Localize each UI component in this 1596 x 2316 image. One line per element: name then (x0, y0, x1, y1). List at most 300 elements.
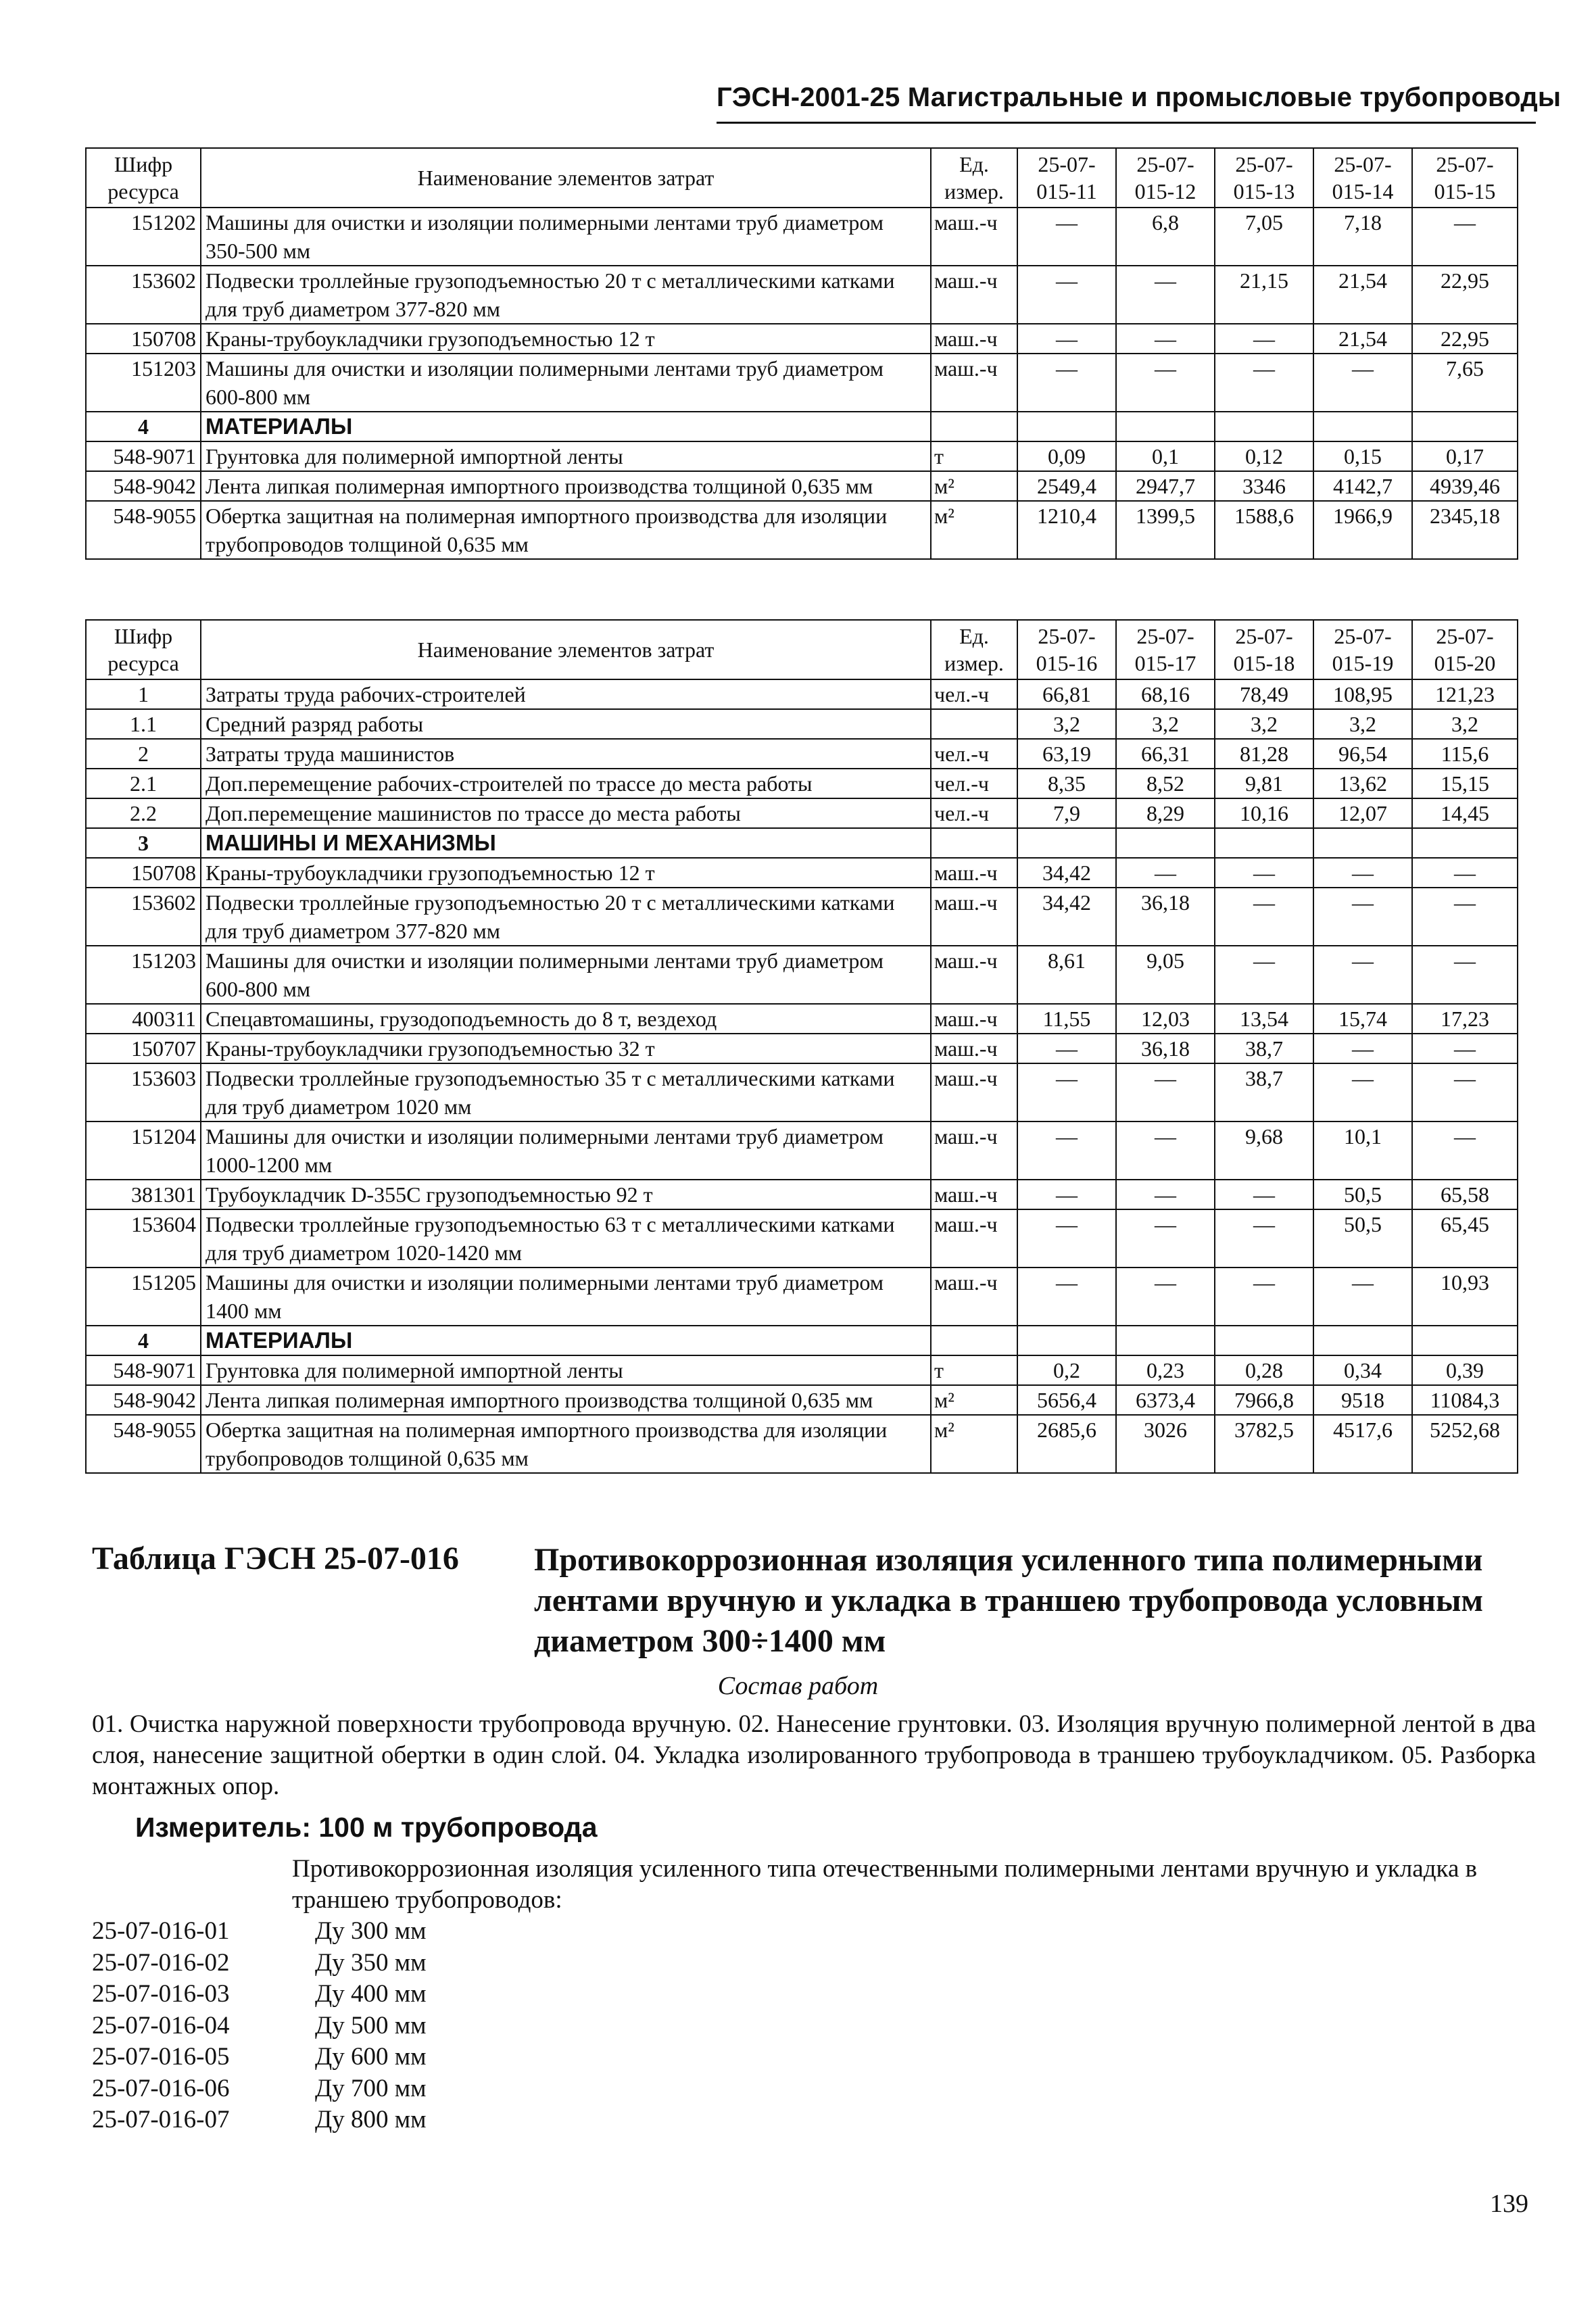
value-cell: — (1116, 1268, 1215, 1326)
resource-code: 548-9055 (86, 501, 201, 559)
resource-code: 548-9055 (86, 1415, 201, 1473)
value-cell: 22,95 (1412, 266, 1518, 324)
value-cell: — (1215, 888, 1313, 946)
header-norm-code: 25-07-015-17 (1116, 620, 1215, 679)
value-cell: 8,29 (1116, 798, 1215, 828)
resource-code: 548-9071 (86, 441, 201, 471)
table-row (86, 1268, 1518, 1326)
unit-cell: м² (931, 1385, 1017, 1415)
cost-element-name: Подвески троллейные грузоподъемностью 63 т с металлическими катками для труб диаметром 1020-1420 мм (201, 1209, 931, 1268)
cost-element-name: Машины для очистки и изоляции полимерными лентами труб диаметром 600-800 мм (201, 354, 931, 412)
value-cell: 50,5 (1313, 1180, 1412, 1209)
unit-cell: маш.-ч (931, 324, 1017, 354)
empty-cell (931, 828, 1017, 858)
header-cost-element: Наименование элементов затрат (201, 620, 931, 679)
variant-code: 25-07-016-04 (92, 2011, 230, 2040)
empty-cell (1116, 1326, 1215, 1355)
cost-element-name: Доп.перемещение машинистов по трассе до места работы (201, 798, 931, 828)
unit-cell: м² (931, 1415, 1017, 1473)
table-row (86, 471, 1518, 501)
value-cell: 2549,4 (1017, 471, 1116, 501)
variant-label: Ду 350 мм (315, 1948, 427, 1977)
unit-cell: маш.-ч (931, 1121, 1017, 1180)
value-cell: 3026 (1116, 1415, 1215, 1473)
resource-code: 2.2 (86, 798, 201, 828)
header-unit: Ед. измер. (931, 148, 1017, 208)
value-cell: — (1017, 208, 1116, 266)
cost-element-name: Подвески троллейные грузоподъемностью 20 т с металлическими катками для труб диаметром 377-820 мм (201, 888, 931, 946)
table-row (86, 1121, 1518, 1180)
value-cell: — (1017, 354, 1116, 412)
value-cell: 1966,9 (1313, 501, 1412, 559)
cost-element-name: Трубоукладчик D-355C грузоподъемностью 92 т (201, 1180, 931, 1209)
table-row (86, 858, 1518, 888)
value-cell: 9,81 (1215, 769, 1313, 798)
cost-element-name: Доп.перемещение рабочих-строителей по трассе до места работы (201, 769, 931, 798)
unit-cell: чел.-ч (931, 679, 1017, 709)
empty-cell (1116, 412, 1215, 441)
cost-element-name: Затраты труда машинистов (201, 739, 931, 769)
value-cell: 78,49 (1215, 679, 1313, 709)
value-cell: 5252,68 (1412, 1415, 1518, 1473)
cost-element-name: Средний разряд работы (201, 709, 931, 739)
empty-cell (1313, 828, 1412, 858)
value-cell: 1210,4 (1017, 501, 1116, 559)
value-cell: — (1313, 946, 1412, 1004)
page-number: 139 (1490, 2190, 1528, 2218)
resource-code: 2.1 (86, 769, 201, 798)
resource-code: 151202 (86, 208, 201, 266)
unit-cell: маш.-ч (931, 858, 1017, 888)
unit-cell: маш.-ч (931, 1063, 1017, 1121)
header-unit: Ед. измер. (931, 620, 1017, 679)
empty-cell (1017, 828, 1116, 858)
value-cell: — (1313, 1063, 1412, 1121)
unit-cell: т (931, 1355, 1017, 1385)
table-row (86, 1415, 1518, 1473)
value-cell: 7,9 (1017, 798, 1116, 828)
value-cell: — (1017, 1034, 1116, 1063)
value-cell: — (1017, 1180, 1116, 1209)
value-cell: — (1412, 208, 1518, 266)
value-cell: 22,95 (1412, 324, 1518, 354)
section-title: МАШИНЫ И МЕХАНИЗМЫ (201, 828, 931, 858)
resource-code: 2 (86, 739, 201, 769)
table-row (86, 1355, 1518, 1385)
unit-cell: чел.-ч (931, 739, 1017, 769)
section-title: МАТЕРИАЛЫ (201, 1326, 931, 1355)
resource-code: 151203 (86, 354, 201, 412)
resource-code: 548-9042 (86, 1385, 201, 1415)
section-row (86, 412, 1518, 441)
value-cell: — (1215, 1180, 1313, 1209)
variant-item (92, 2073, 427, 2105)
cost-element-name: Подвески троллейные грузоподъемностью 20 т с металлическими катками для труб диаметром 377-820 мм (201, 266, 931, 324)
value-cell: 81,28 (1215, 739, 1313, 769)
empty-cell (1116, 828, 1215, 858)
empty-cell (1313, 1326, 1412, 1355)
unit-cell (931, 709, 1017, 739)
value-cell: 9518 (1313, 1385, 1412, 1415)
cost-element-name: Краны-трубоукладчики грузоподъемностью 32 т (201, 1034, 931, 1063)
value-cell: 8,35 (1017, 769, 1116, 798)
header-norm-code: 25-07-015-14 (1313, 148, 1412, 208)
value-cell: — (1215, 354, 1313, 412)
resource-code: 151203 (86, 946, 201, 1004)
resource-code: 1.1 (86, 709, 201, 739)
value-cell: 7,05 (1215, 208, 1313, 266)
value-cell: 34,42 (1017, 888, 1116, 946)
value-cell: 3,2 (1116, 709, 1215, 739)
value-cell: 66,81 (1017, 679, 1116, 709)
value-cell: — (1116, 1180, 1215, 1209)
value-cell: 96,54 (1313, 739, 1412, 769)
cost-element-name: Обертка защитная на полимерная импортного производства для изоляции трубопроводов толщиной 0,635 мм (201, 501, 931, 559)
value-cell: — (1412, 946, 1518, 1004)
header-norm-code: 25-07-015-12 (1116, 148, 1215, 208)
value-cell: 38,7 (1215, 1063, 1313, 1121)
value-cell: 12,07 (1313, 798, 1412, 828)
value-cell: 36,18 (1116, 888, 1215, 946)
unit-cell: маш.-ч (931, 888, 1017, 946)
value-cell: 0,17 (1412, 441, 1518, 471)
table-row (86, 946, 1518, 1004)
unit-cell: маш.-ч (931, 1268, 1017, 1326)
table-row (86, 1063, 1518, 1121)
value-cell: — (1116, 858, 1215, 888)
table-title: Противокоррозионная изоляция усиленного типа полимерными лентами вручную и укладка в траншею трубопровода условным диаметром 300÷1400 мм (534, 1542, 1484, 1659)
resource-code: 400311 (86, 1004, 201, 1034)
value-cell: — (1412, 858, 1518, 888)
cost-element-name: Машины для очистки и изоляции полимерными лентами труб диаметром 1000-1200 мм (201, 1121, 931, 1180)
variant-label: Ду 700 мм (315, 2074, 427, 2102)
variant-label: Ду 400 мм (315, 1980, 427, 2008)
table-row (86, 1209, 1518, 1268)
variant-item (92, 2104, 427, 2136)
value-cell: 1399,5 (1116, 501, 1215, 559)
table-row (86, 1385, 1518, 1415)
value-cell: 2947,7 (1116, 471, 1215, 501)
works-description: 01. Очистка наружной поверхности трубопровода вручную. 02. Нанесение грунтовки. 03. Изоляция вручную полимерной лентой в два слоя, нанесение защитной обертки в один слой. 04. Укладка изолированного трубопровода в траншею трубоукладчиком. 05. Разборка монтажных опор. (92, 1710, 1536, 1800)
value-cell: 63,19 (1017, 739, 1116, 769)
resource-code: 153603 (86, 1063, 201, 1121)
variant-label: Ду 800 мм (315, 2106, 427, 2133)
unit-cell: маш.-ч (931, 266, 1017, 324)
value-cell: 115,6 (1412, 739, 1518, 769)
value-cell: 3,2 (1412, 709, 1518, 739)
empty-cell (1313, 412, 1412, 441)
section-title: МАТЕРИАЛЫ (201, 412, 931, 441)
empty-cell (1412, 828, 1518, 858)
value-cell: 10,16 (1215, 798, 1313, 828)
value-cell: — (1313, 858, 1412, 888)
cost-element-name: Лента липкая полимерная импортного производства толщиной 0,635 мм (201, 471, 931, 501)
value-cell: 0,12 (1215, 441, 1313, 471)
unit-cell: маш.-ч (931, 1004, 1017, 1034)
value-cell: 0,2 (1017, 1355, 1116, 1385)
value-cell: 6,8 (1116, 208, 1215, 266)
empty-cell (1215, 412, 1313, 441)
table-row (86, 888, 1518, 946)
value-cell: — (1116, 266, 1215, 324)
value-cell: 9,05 (1116, 946, 1215, 1004)
value-cell: 0,39 (1412, 1355, 1518, 1385)
value-cell: 0,28 (1215, 1355, 1313, 1385)
variant-item (92, 1948, 427, 1979)
value-cell: 68,16 (1116, 679, 1215, 709)
table-row (86, 709, 1518, 739)
value-cell: 36,18 (1116, 1034, 1215, 1063)
resource-code: 151205 (86, 1268, 201, 1326)
value-cell: — (1215, 324, 1313, 354)
value-cell: 2345,18 (1412, 501, 1518, 559)
value-cell: — (1412, 1063, 1518, 1121)
measurement-unit: Измеритель: 100 м трубопровода (135, 1812, 598, 1843)
value-cell: 0,09 (1017, 441, 1116, 471)
value-cell: 4939,46 (1412, 471, 1518, 501)
value-cell: — (1215, 1209, 1313, 1268)
variant-code: 25-07-016-03 (92, 1980, 230, 2008)
value-cell: — (1017, 324, 1116, 354)
header-norm-code: 25-07-015-16 (1017, 620, 1116, 679)
value-cell: 5656,4 (1017, 1385, 1116, 1415)
section-row (86, 1326, 1518, 1355)
unit-cell: маш.-ч (931, 1209, 1017, 1268)
value-cell: 14,45 (1412, 798, 1518, 828)
header-rule (717, 122, 1536, 124)
value-cell: — (1412, 1034, 1518, 1063)
cost-element-name: Затраты труда рабочих-строителей (201, 679, 931, 709)
value-cell: 6373,4 (1116, 1385, 1215, 1415)
value-cell: 21,54 (1313, 324, 1412, 354)
cost-element-name: Машины для очистки и изоляции полимерными лентами труб диаметром 350-500 мм (201, 208, 931, 266)
unit-cell: маш.-ч (931, 354, 1017, 412)
value-cell: 8,61 (1017, 946, 1116, 1004)
value-cell: 121,23 (1412, 679, 1518, 709)
value-cell: 8,52 (1116, 769, 1215, 798)
variant-code: 25-07-016-01 (92, 1917, 230, 1945)
value-cell: — (1412, 1121, 1518, 1180)
cost-element-name: Подвески троллейные грузоподъемностью 35 т с металлическими катками для труб диаметром 1020 мм (201, 1063, 931, 1121)
value-cell: 3,2 (1215, 709, 1313, 739)
table-row (86, 739, 1518, 769)
cost-element-name: Грунтовка для полимерной импортной ленты (201, 1355, 931, 1385)
value-cell: 0,23 (1116, 1355, 1215, 1385)
value-cell: 21,54 (1313, 266, 1412, 324)
variant-code: 25-07-016-07 (92, 2106, 230, 2133)
value-cell: 3,2 (1017, 709, 1116, 739)
value-cell: 10,93 (1412, 1268, 1518, 1326)
value-cell: 2685,6 (1017, 1415, 1116, 1473)
resource-code: 153602 (86, 888, 201, 946)
header-norm-code: 25-07-015-15 (1412, 148, 1518, 208)
resource-code: 548-9042 (86, 471, 201, 501)
variant-item (92, 2010, 427, 2042)
value-cell: — (1215, 1268, 1313, 1326)
resource-code: 153602 (86, 266, 201, 324)
value-cell: 7,65 (1412, 354, 1518, 412)
value-cell: — (1215, 946, 1313, 1004)
value-cell: — (1017, 1121, 1116, 1180)
value-cell: 3346 (1215, 471, 1313, 501)
value-cell: 15,15 (1412, 769, 1518, 798)
value-cell: — (1313, 1268, 1412, 1326)
cost-element-name: Спецавтомашины, грузодоподъемность до 8 т, вездеход (201, 1004, 931, 1034)
unit-cell: м² (931, 471, 1017, 501)
variant-code: 25-07-016-06 (92, 2074, 230, 2102)
value-cell: 66,31 (1116, 739, 1215, 769)
value-cell: — (1116, 1063, 1215, 1121)
value-cell: 21,15 (1215, 266, 1313, 324)
value-cell: — (1116, 354, 1215, 412)
section-row (86, 828, 1518, 858)
variant-item (92, 1916, 427, 1948)
value-cell: 3782,5 (1215, 1415, 1313, 1473)
value-cell: 12,03 (1116, 1004, 1215, 1034)
cost-element-name: Грунтовка для полимерной импортной ленты (201, 441, 931, 471)
value-cell: 34,42 (1017, 858, 1116, 888)
resource-code: 150708 (86, 324, 201, 354)
table-row (86, 769, 1518, 798)
value-cell: 38,7 (1215, 1034, 1313, 1063)
value-cell: — (1017, 1209, 1116, 1268)
cost-element-name: Машины для очистки и изоляции полимерными лентами труб диаметром 1400 мм (201, 1268, 931, 1326)
empty-cell (1215, 828, 1313, 858)
value-cell: 13,54 (1215, 1004, 1313, 1034)
value-cell: 0,1 (1116, 441, 1215, 471)
cost-element-name: Краны-трубоукладчики грузоподъемностью 12 т (201, 324, 931, 354)
value-cell: 108,95 (1313, 679, 1412, 709)
value-cell: 65,45 (1412, 1209, 1518, 1268)
value-cell: 11,55 (1017, 1004, 1116, 1034)
empty-cell (931, 412, 1017, 441)
value-cell: 65,58 (1412, 1180, 1518, 1209)
value-cell: 0,34 (1313, 1355, 1412, 1385)
value-cell: 3,2 (1313, 709, 1412, 739)
table-row (86, 1180, 1518, 1209)
value-cell: 15,74 (1313, 1004, 1412, 1034)
header-norm-code: 25-07-015-19 (1313, 620, 1412, 679)
resource-code: 150708 (86, 858, 201, 888)
table-row (86, 501, 1518, 559)
section-number: 4 (86, 412, 201, 441)
unit-cell: т (931, 441, 1017, 471)
empty-cell (1017, 1326, 1116, 1355)
empty-cell (1017, 412, 1116, 441)
value-cell: — (1017, 1268, 1116, 1326)
value-cell: — (1412, 888, 1518, 946)
value-cell: 4517,6 (1313, 1415, 1412, 1473)
value-cell: — (1313, 888, 1412, 946)
unit-cell: чел.-ч (931, 798, 1017, 828)
unit-cell: м² (931, 501, 1017, 559)
cost-element-name: Обертка защитная на полимерная импортного производства для изоляции трубопроводов толщиной 0,635 мм (201, 1415, 931, 1473)
resource-code: 548-9071 (86, 1355, 201, 1385)
empty-cell (1412, 1326, 1518, 1355)
table-row (86, 679, 1518, 709)
table-row (86, 441, 1518, 471)
value-cell: 13,62 (1313, 769, 1412, 798)
table-row (86, 1004, 1518, 1034)
table-row (86, 798, 1518, 828)
unit-cell: маш.-ч (931, 1180, 1017, 1209)
variant-code: 25-07-016-02 (92, 1948, 230, 1977)
variant-label: Ду 300 мм (315, 1917, 427, 1945)
value-cell: 17,23 (1412, 1004, 1518, 1034)
header-resource-code: Шифр ресурса (86, 620, 201, 679)
value-cell: — (1017, 266, 1116, 324)
table-row (86, 324, 1518, 354)
resource-table-015-11-15 (85, 147, 1518, 560)
variant-code: 25-07-016-05 (92, 2043, 230, 2071)
variant-label: Ду 500 мм (315, 2011, 427, 2040)
cost-element-name: Краны-трубоукладчики грузоподъемностью 12 т (201, 858, 931, 888)
value-cell: 1588,6 (1215, 501, 1313, 559)
table-row (86, 208, 1518, 266)
value-cell: 0,15 (1313, 441, 1412, 471)
cost-element-name: Машины для очистки и изоляции полимерными лентами труб диаметром 600-800 мм (201, 946, 931, 1004)
value-cell: — (1313, 1034, 1412, 1063)
resource-code: 1 (86, 679, 201, 709)
header-cost-element: Наименование элементов затрат (201, 148, 931, 208)
header-norm-code: 25-07-015-20 (1412, 620, 1518, 679)
variants-intro: Противокоррозионная изоляция усиленного типа отечественными полимерными лентами вручную и укладка в траншею трубопроводов: (292, 1855, 1478, 1914)
variant-item (92, 1979, 427, 2010)
empty-cell (931, 1326, 1017, 1355)
variant-list (92, 1916, 427, 2136)
works-heading: Состав работ (717, 1672, 879, 1700)
table-label: Таблица ГЭСН 25-07-016 (92, 1541, 459, 1576)
table-row (86, 354, 1518, 412)
running-header: ГЭСН-2001-25 Магистральные и промысловые трубопроводы (717, 82, 1562, 112)
value-cell: 7966,8 (1215, 1385, 1313, 1415)
section-number: 3 (86, 828, 201, 858)
variant-label: Ду 600 мм (315, 2043, 427, 2071)
unit-cell: чел.-ч (931, 769, 1017, 798)
header-norm-code: 25-07-015-18 (1215, 620, 1313, 679)
value-cell: 9,68 (1215, 1121, 1313, 1180)
cost-element-name: Лента липкая полимерная импортного производства толщиной 0,635 мм (201, 1385, 931, 1415)
header-norm-code: 25-07-015-13 (1215, 148, 1313, 208)
value-cell: — (1116, 324, 1215, 354)
value-cell: — (1215, 858, 1313, 888)
header-resource-code: Шифр ресурса (86, 148, 201, 208)
value-cell: — (1017, 1063, 1116, 1121)
resource-code: 381301 (86, 1180, 201, 1209)
empty-cell (1215, 1326, 1313, 1355)
value-cell: — (1116, 1121, 1215, 1180)
value-cell: 11084,3 (1412, 1385, 1518, 1415)
unit-cell: маш.-ч (931, 1034, 1017, 1063)
variant-item (92, 2042, 427, 2073)
table-row (86, 1034, 1518, 1063)
unit-cell: маш.-ч (931, 208, 1017, 266)
table-row (86, 266, 1518, 324)
section-number: 4 (86, 1326, 201, 1355)
value-cell: — (1313, 354, 1412, 412)
value-cell: 50,5 (1313, 1209, 1412, 1268)
value-cell: — (1116, 1209, 1215, 1268)
resource-table-015-16-20 (85, 619, 1518, 1474)
empty-cell (1412, 412, 1518, 441)
header-norm-code: 25-07-015-11 (1017, 148, 1116, 208)
resource-code: 153604 (86, 1209, 201, 1268)
unit-cell: маш.-ч (931, 946, 1017, 1004)
resource-code: 150707 (86, 1034, 201, 1063)
resource-code: 151204 (86, 1121, 201, 1180)
value-cell: 7,18 (1313, 208, 1412, 266)
value-cell: 4142,7 (1313, 471, 1412, 501)
